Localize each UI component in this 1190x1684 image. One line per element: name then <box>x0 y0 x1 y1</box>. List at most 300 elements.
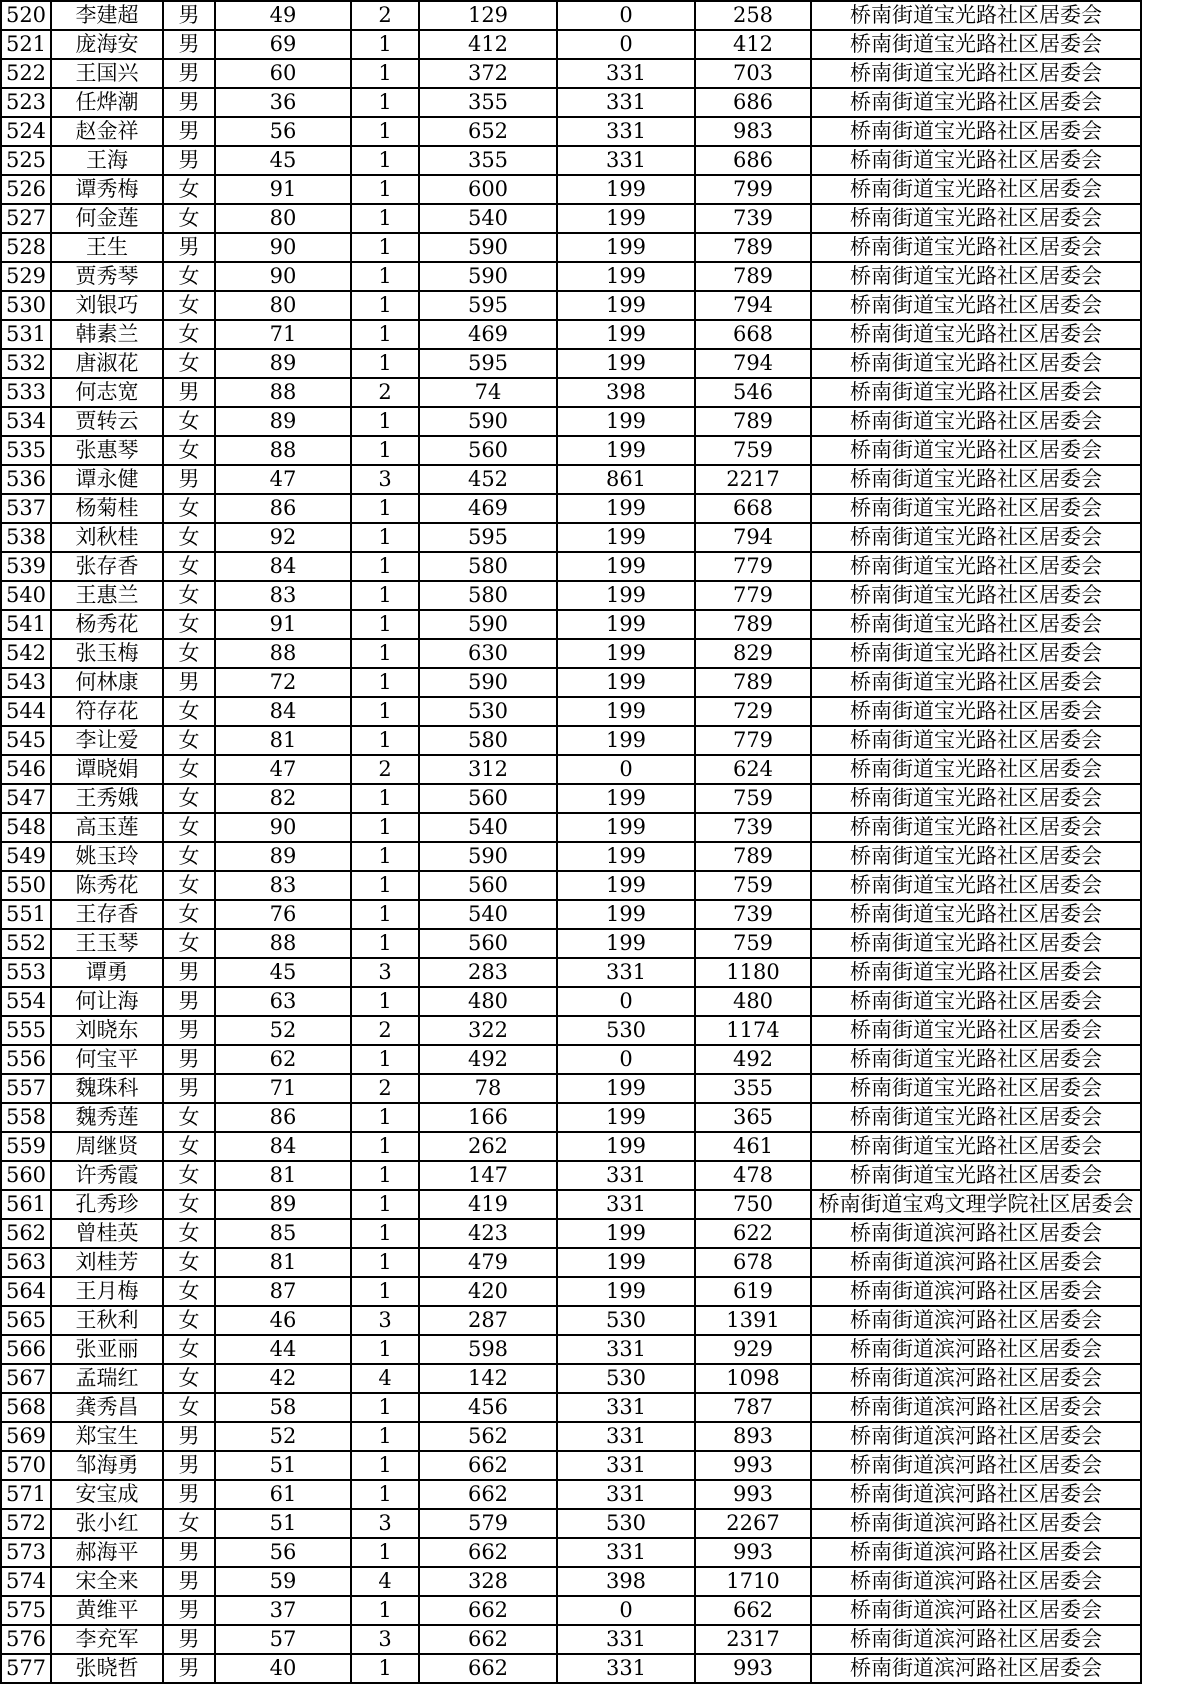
cell-amount-b: 199 <box>557 813 695 842</box>
cell-name: 李让爱 <box>51 726 163 755</box>
cell-gender: 男 <box>163 1074 215 1103</box>
cell-amount-a: 590 <box>419 233 557 262</box>
cell-amount-b: 331 <box>557 1538 695 1567</box>
cell-age: 81 <box>215 1161 351 1190</box>
cell-community-name: 桥南街道宝光路社区居委会 <box>811 175 1141 204</box>
cell-total-amount: 258 <box>695 1 811 30</box>
cell-household-size: 1 <box>351 1277 419 1306</box>
cell-amount-b: 199 <box>557 1074 695 1103</box>
cell-amount-b: 331 <box>557 1654 695 1683</box>
cell-total-amount: 2217 <box>695 465 811 494</box>
cell-age: 69 <box>215 30 351 59</box>
cell-community-name: 桥南街道宝光路社区居委会 <box>811 146 1141 175</box>
cell-name: 何宝平 <box>51 1045 163 1074</box>
cell-amount-b: 331 <box>557 1625 695 1654</box>
cell-gender: 女 <box>163 552 215 581</box>
cell-age: 88 <box>215 639 351 668</box>
cell-age: 76 <box>215 900 351 929</box>
cell-age: 52 <box>215 1016 351 1045</box>
cell-name: 贾转云 <box>51 407 163 436</box>
cell-name: 何让海 <box>51 987 163 1016</box>
cell-total-amount: 461 <box>695 1132 811 1161</box>
cell-amount-b: 530 <box>557 1016 695 1045</box>
cell-gender: 女 <box>163 871 215 900</box>
cell-amount-a: 595 <box>419 291 557 320</box>
cell-name: 王玉琴 <box>51 929 163 958</box>
cell-gender: 女 <box>163 1364 215 1393</box>
cell-total-amount: 794 <box>695 291 811 320</box>
table-row <box>1 1538 1141 1567</box>
cell-age: 90 <box>215 233 351 262</box>
cell-community-name: 桥南街道宝鸡文理学院社区居委会 <box>811 1190 1141 1219</box>
cell-age: 87 <box>215 1277 351 1306</box>
cell-gender: 女 <box>163 1306 215 1335</box>
cell-total-amount: 779 <box>695 552 811 581</box>
cell-name: 李充军 <box>51 1625 163 1654</box>
cell-amount-b: 199 <box>557 436 695 465</box>
cell-household-size: 1 <box>351 1161 419 1190</box>
table-row <box>1 1596 1141 1625</box>
cell-total-amount: 789 <box>695 233 811 262</box>
table-row <box>1 1016 1141 1045</box>
cell-amount-a: 74 <box>419 378 557 407</box>
cell-name: 王月梅 <box>51 1277 163 1306</box>
cell-amount-a: 322 <box>419 1016 557 1045</box>
cell-household-size: 1 <box>351 349 419 378</box>
cell-amount-a: 560 <box>419 929 557 958</box>
cell-amount-b: 199 <box>557 842 695 871</box>
cell-age: 51 <box>215 1509 351 1538</box>
table-row <box>1 1335 1141 1364</box>
cell-gender: 女 <box>163 784 215 813</box>
cell-total-amount: 750 <box>695 1190 811 1219</box>
cell-age: 47 <box>215 755 351 784</box>
cell-amount-b: 199 <box>557 639 695 668</box>
cell-name: 龚秀昌 <box>51 1393 163 1422</box>
cell-amount-a: 662 <box>419 1538 557 1567</box>
cell-row-number: 547 <box>1 784 51 813</box>
cell-amount-a: 142 <box>419 1364 557 1393</box>
cell-amount-b: 331 <box>557 1161 695 1190</box>
cell-total-amount: 993 <box>695 1480 811 1509</box>
cell-household-size: 1 <box>351 987 419 1016</box>
cell-household-size: 1 <box>351 262 419 291</box>
cell-row-number: 571 <box>1 1480 51 1509</box>
cell-gender: 女 <box>163 523 215 552</box>
cell-age: 44 <box>215 1335 351 1364</box>
cell-age: 89 <box>215 349 351 378</box>
cell-age: 86 <box>215 1103 351 1132</box>
cell-name: 姚玉玲 <box>51 842 163 871</box>
cell-row-number: 522 <box>1 59 51 88</box>
cell-age: 57 <box>215 1625 351 1654</box>
cell-community-name: 桥南街道宝光路社区居委会 <box>811 523 1141 552</box>
table-row <box>1 1480 1141 1509</box>
cell-row-number: 544 <box>1 697 51 726</box>
cell-household-size: 3 <box>351 1625 419 1654</box>
cell-gender: 女 <box>163 291 215 320</box>
cell-amount-b: 0 <box>557 30 695 59</box>
cell-household-size: 1 <box>351 1132 419 1161</box>
cell-age: 91 <box>215 175 351 204</box>
cell-gender: 男 <box>163 987 215 1016</box>
cell-row-number: 530 <box>1 291 51 320</box>
cell-community-name: 桥南街道宝光路社区居委会 <box>811 697 1141 726</box>
cell-household-size: 1 <box>351 436 419 465</box>
cell-row-number: 526 <box>1 175 51 204</box>
cell-row-number: 540 <box>1 581 51 610</box>
cell-total-amount: 759 <box>695 436 811 465</box>
cell-total-amount: 759 <box>695 929 811 958</box>
cell-community-name: 桥南街道宝光路社区居委会 <box>811 262 1141 291</box>
cell-row-number: 538 <box>1 523 51 552</box>
cell-gender: 女 <box>163 1161 215 1190</box>
cell-total-amount: 739 <box>695 204 811 233</box>
cell-amount-a: 560 <box>419 871 557 900</box>
table-row <box>1 1190 1141 1219</box>
cell-name: 唐淑花 <box>51 349 163 378</box>
cell-amount-a: 312 <box>419 755 557 784</box>
cell-household-size: 1 <box>351 59 419 88</box>
cell-community-name: 桥南街道宝光路社区居委会 <box>811 900 1141 929</box>
cell-name: 郝海平 <box>51 1538 163 1567</box>
cell-amount-a: 129 <box>419 1 557 30</box>
cell-total-amount: 787 <box>695 1393 811 1422</box>
cell-age: 84 <box>215 1132 351 1161</box>
cell-age: 89 <box>215 1190 351 1219</box>
cell-age: 91 <box>215 610 351 639</box>
cell-name: 王秋利 <box>51 1306 163 1335</box>
cell-gender: 男 <box>163 1 215 30</box>
cell-row-number: 523 <box>1 88 51 117</box>
cell-amount-a: 662 <box>419 1596 557 1625</box>
table-row <box>1 1306 1141 1335</box>
cell-amount-b: 530 <box>557 1364 695 1393</box>
cell-amount-b: 331 <box>557 1190 695 1219</box>
cell-row-number: 573 <box>1 1538 51 1567</box>
cell-amount-b: 861 <box>557 465 695 494</box>
cell-amount-a: 580 <box>419 552 557 581</box>
cell-community-name: 桥南街道宝光路社区居委会 <box>811 204 1141 233</box>
cell-community-name: 桥南街道宝光路社区居委会 <box>811 842 1141 871</box>
cell-total-amount: 993 <box>695 1451 811 1480</box>
cell-age: 58 <box>215 1393 351 1422</box>
cell-amount-b: 199 <box>557 726 695 755</box>
cell-age: 51 <box>215 1451 351 1480</box>
cell-amount-b: 331 <box>557 88 695 117</box>
cell-gender: 男 <box>163 30 215 59</box>
table-row <box>1 378 1141 407</box>
table-row <box>1 958 1141 987</box>
cell-amount-b: 331 <box>557 1335 695 1364</box>
cell-name: 杨菊桂 <box>51 494 163 523</box>
cell-amount-a: 412 <box>419 30 557 59</box>
cell-row-number: 557 <box>1 1074 51 1103</box>
cell-age: 36 <box>215 88 351 117</box>
cell-name: 谭永健 <box>51 465 163 494</box>
table-row <box>1 146 1141 175</box>
table-row <box>1 1277 1141 1306</box>
cell-amount-b: 199 <box>557 1248 695 1277</box>
cell-gender: 女 <box>163 1509 215 1538</box>
table-row <box>1 262 1141 291</box>
cell-amount-b: 199 <box>557 320 695 349</box>
cell-household-size: 3 <box>351 465 419 494</box>
cell-amount-a: 662 <box>419 1654 557 1683</box>
cell-total-amount: 1391 <box>695 1306 811 1335</box>
cell-row-number: 525 <box>1 146 51 175</box>
cell-amount-a: 590 <box>419 407 557 436</box>
cell-household-size: 1 <box>351 1654 419 1683</box>
cell-amount-b: 398 <box>557 1567 695 1596</box>
cell-amount-b: 199 <box>557 900 695 929</box>
cell-amount-b: 199 <box>557 929 695 958</box>
cell-gender: 女 <box>163 436 215 465</box>
cell-amount-a: 540 <box>419 813 557 842</box>
cell-age: 47 <box>215 465 351 494</box>
cell-age: 63 <box>215 987 351 1016</box>
cell-gender: 男 <box>163 378 215 407</box>
cell-household-size: 1 <box>351 1248 419 1277</box>
cell-household-size: 1 <box>351 1045 419 1074</box>
cell-total-amount: 993 <box>695 1654 811 1683</box>
cell-total-amount: 662 <box>695 1596 811 1625</box>
table-row <box>1 1132 1141 1161</box>
cell-gender: 男 <box>163 1422 215 1451</box>
cell-total-amount: 365 <box>695 1103 811 1132</box>
cell-amount-a: 166 <box>419 1103 557 1132</box>
cell-household-size: 1 <box>351 813 419 842</box>
cell-row-number: 528 <box>1 233 51 262</box>
cell-gender: 女 <box>163 1190 215 1219</box>
cell-community-name: 桥南街道宝光路社区居委会 <box>811 726 1141 755</box>
table-row <box>1 291 1141 320</box>
cell-community-name: 桥南街道宝光路社区居委会 <box>811 320 1141 349</box>
cell-household-size: 1 <box>351 668 419 697</box>
cell-gender: 男 <box>163 668 215 697</box>
cell-total-amount: 2267 <box>695 1509 811 1538</box>
cell-age: 45 <box>215 146 351 175</box>
table-row <box>1 610 1141 639</box>
cell-amount-a: 530 <box>419 697 557 726</box>
cell-household-size: 4 <box>351 1364 419 1393</box>
cell-age: 80 <box>215 291 351 320</box>
cell-row-number: 534 <box>1 407 51 436</box>
cell-name: 刘晓东 <box>51 1016 163 1045</box>
cell-community-name: 桥南街道宝光路社区居委会 <box>811 88 1141 117</box>
cell-total-amount: 2317 <box>695 1625 811 1654</box>
cell-name: 高玉莲 <box>51 813 163 842</box>
table-row <box>1 59 1141 88</box>
cell-household-size: 4 <box>351 1567 419 1596</box>
cell-age: 59 <box>215 1567 351 1596</box>
cell-amount-b: 331 <box>557 1422 695 1451</box>
cell-amount-a: 662 <box>419 1480 557 1509</box>
cell-community-name: 桥南街道宝光路社区居委会 <box>811 552 1141 581</box>
table-row <box>1 88 1141 117</box>
cell-household-size: 1 <box>351 871 419 900</box>
table-row <box>1 465 1141 494</box>
cell-row-number: 541 <box>1 610 51 639</box>
cell-gender: 女 <box>163 1335 215 1364</box>
cell-age: 88 <box>215 929 351 958</box>
table-row <box>1 30 1141 59</box>
cell-age: 81 <box>215 726 351 755</box>
table-row <box>1 668 1141 697</box>
cell-row-number: 548 <box>1 813 51 842</box>
cell-age: 90 <box>215 262 351 291</box>
cell-amount-a: 469 <box>419 494 557 523</box>
cell-gender: 男 <box>163 146 215 175</box>
cell-row-number: 536 <box>1 465 51 494</box>
cell-household-size: 1 <box>351 1596 419 1625</box>
cell-name: 王国兴 <box>51 59 163 88</box>
cell-amount-b: 331 <box>557 117 695 146</box>
table-row <box>1 784 1141 813</box>
cell-community-name: 桥南街道滨河路社区居委会 <box>811 1509 1141 1538</box>
cell-gender: 女 <box>163 726 215 755</box>
cell-gender: 女 <box>163 1132 215 1161</box>
cell-amount-b: 331 <box>557 958 695 987</box>
table-row <box>1 1219 1141 1248</box>
cell-community-name: 桥南街道宝光路社区居委会 <box>811 1132 1141 1161</box>
cell-row-number: 527 <box>1 204 51 233</box>
cell-amount-a: 560 <box>419 436 557 465</box>
cell-row-number: 539 <box>1 552 51 581</box>
cell-amount-a: 662 <box>419 1451 557 1480</box>
cell-amount-b: 0 <box>557 1045 695 1074</box>
table-row <box>1 929 1141 958</box>
cell-total-amount: 789 <box>695 610 811 639</box>
cell-amount-b: 0 <box>557 987 695 1016</box>
cell-community-name: 桥南街道宝光路社区居委会 <box>811 378 1141 407</box>
cell-name: 何志宽 <box>51 378 163 407</box>
cell-age: 42 <box>215 1364 351 1393</box>
table-row <box>1 1654 1141 1683</box>
cell-row-number: 560 <box>1 1161 51 1190</box>
cell-gender: 女 <box>163 175 215 204</box>
cell-age: 84 <box>215 697 351 726</box>
cell-row-number: 524 <box>1 117 51 146</box>
cell-gender: 男 <box>163 59 215 88</box>
cell-household-size: 1 <box>351 1103 419 1132</box>
cell-age: 60 <box>215 59 351 88</box>
cell-amount-a: 419 <box>419 1190 557 1219</box>
table-row <box>1 1364 1141 1393</box>
cell-community-name: 桥南街道滨河路社区居委会 <box>811 1567 1141 1596</box>
cell-name: 张晓哲 <box>51 1654 163 1683</box>
cell-amount-b: 331 <box>557 1480 695 1509</box>
cell-gender: 女 <box>163 1393 215 1422</box>
cell-household-size: 1 <box>351 784 419 813</box>
cell-name: 陈秀花 <box>51 871 163 900</box>
cell-household-size: 1 <box>351 1538 419 1567</box>
cell-community-name: 桥南街道宝光路社区居委会 <box>811 813 1141 842</box>
cell-household-size: 1 <box>351 175 419 204</box>
cell-gender: 女 <box>163 639 215 668</box>
cell-total-amount: 1098 <box>695 1364 811 1393</box>
cell-community-name: 桥南街道宝光路社区居委会 <box>811 117 1141 146</box>
cell-household-size: 1 <box>351 842 419 871</box>
cell-gender: 女 <box>163 842 215 871</box>
cell-household-size: 1 <box>351 639 419 668</box>
cell-community-name: 桥南街道宝光路社区居委会 <box>811 1103 1141 1132</box>
cell-age: 82 <box>215 784 351 813</box>
cell-total-amount: 759 <box>695 871 811 900</box>
cell-community-name: 桥南街道宝光路社区居委会 <box>811 233 1141 262</box>
cell-row-number: 546 <box>1 755 51 784</box>
cell-name: 曾桂英 <box>51 1219 163 1248</box>
cell-row-number: 529 <box>1 262 51 291</box>
table-row <box>1 175 1141 204</box>
cell-total-amount: 1174 <box>695 1016 811 1045</box>
cell-row-number: 577 <box>1 1654 51 1683</box>
cell-amount-a: 562 <box>419 1422 557 1451</box>
cell-household-size: 1 <box>351 88 419 117</box>
cell-row-number: 567 <box>1 1364 51 1393</box>
cell-total-amount: 794 <box>695 523 811 552</box>
table-row <box>1 233 1141 262</box>
cell-amount-a: 328 <box>419 1567 557 1596</box>
table-row <box>1 1248 1141 1277</box>
cell-gender: 女 <box>163 929 215 958</box>
cell-community-name: 桥南街道宝光路社区居委会 <box>811 494 1141 523</box>
table-body <box>1 1 1141 1683</box>
cell-row-number: 533 <box>1 378 51 407</box>
cell-community-name: 桥南街道宝光路社区居委会 <box>811 1161 1141 1190</box>
cell-amount-b: 199 <box>557 494 695 523</box>
cell-amount-a: 355 <box>419 88 557 117</box>
cell-name: 何金莲 <box>51 204 163 233</box>
cell-name: 宋全来 <box>51 1567 163 1596</box>
cell-amount-a: 595 <box>419 523 557 552</box>
cell-name: 贾秀琴 <box>51 262 163 291</box>
cell-community-name: 桥南街道滨河路社区居委会 <box>811 1277 1141 1306</box>
cell-gender: 男 <box>163 958 215 987</box>
cell-gender: 女 <box>163 610 215 639</box>
cell-household-size: 1 <box>351 1190 419 1219</box>
cell-gender: 男 <box>163 1596 215 1625</box>
cell-household-size: 1 <box>351 1335 419 1364</box>
cell-gender: 女 <box>163 813 215 842</box>
cell-amount-a: 420 <box>419 1277 557 1306</box>
cell-amount-a: 600 <box>419 175 557 204</box>
cell-row-number: 566 <box>1 1335 51 1364</box>
cell-row-number: 575 <box>1 1596 51 1625</box>
cell-community-name: 桥南街道滨河路社区居委会 <box>811 1538 1141 1567</box>
cell-amount-b: 199 <box>557 233 695 262</box>
table-row <box>1 581 1141 610</box>
cell-gender: 女 <box>163 349 215 378</box>
cell-amount-a: 652 <box>419 117 557 146</box>
cell-amount-a: 355 <box>419 146 557 175</box>
cell-age: 56 <box>215 117 351 146</box>
cell-amount-b: 331 <box>557 59 695 88</box>
cell-amount-b: 199 <box>557 610 695 639</box>
cell-amount-b: 398 <box>557 378 695 407</box>
cell-amount-b: 530 <box>557 1509 695 1538</box>
cell-name: 邹海勇 <box>51 1451 163 1480</box>
table-row <box>1 1451 1141 1480</box>
cell-community-name: 桥南街道宝光路社区居委会 <box>811 1074 1141 1103</box>
cell-household-size: 1 <box>351 30 419 59</box>
cell-total-amount: 829 <box>695 639 811 668</box>
cell-amount-a: 283 <box>419 958 557 987</box>
cell-amount-b: 199 <box>557 349 695 378</box>
cell-name: 刘银巧 <box>51 291 163 320</box>
cell-total-amount: 993 <box>695 1538 811 1567</box>
table-row <box>1 639 1141 668</box>
